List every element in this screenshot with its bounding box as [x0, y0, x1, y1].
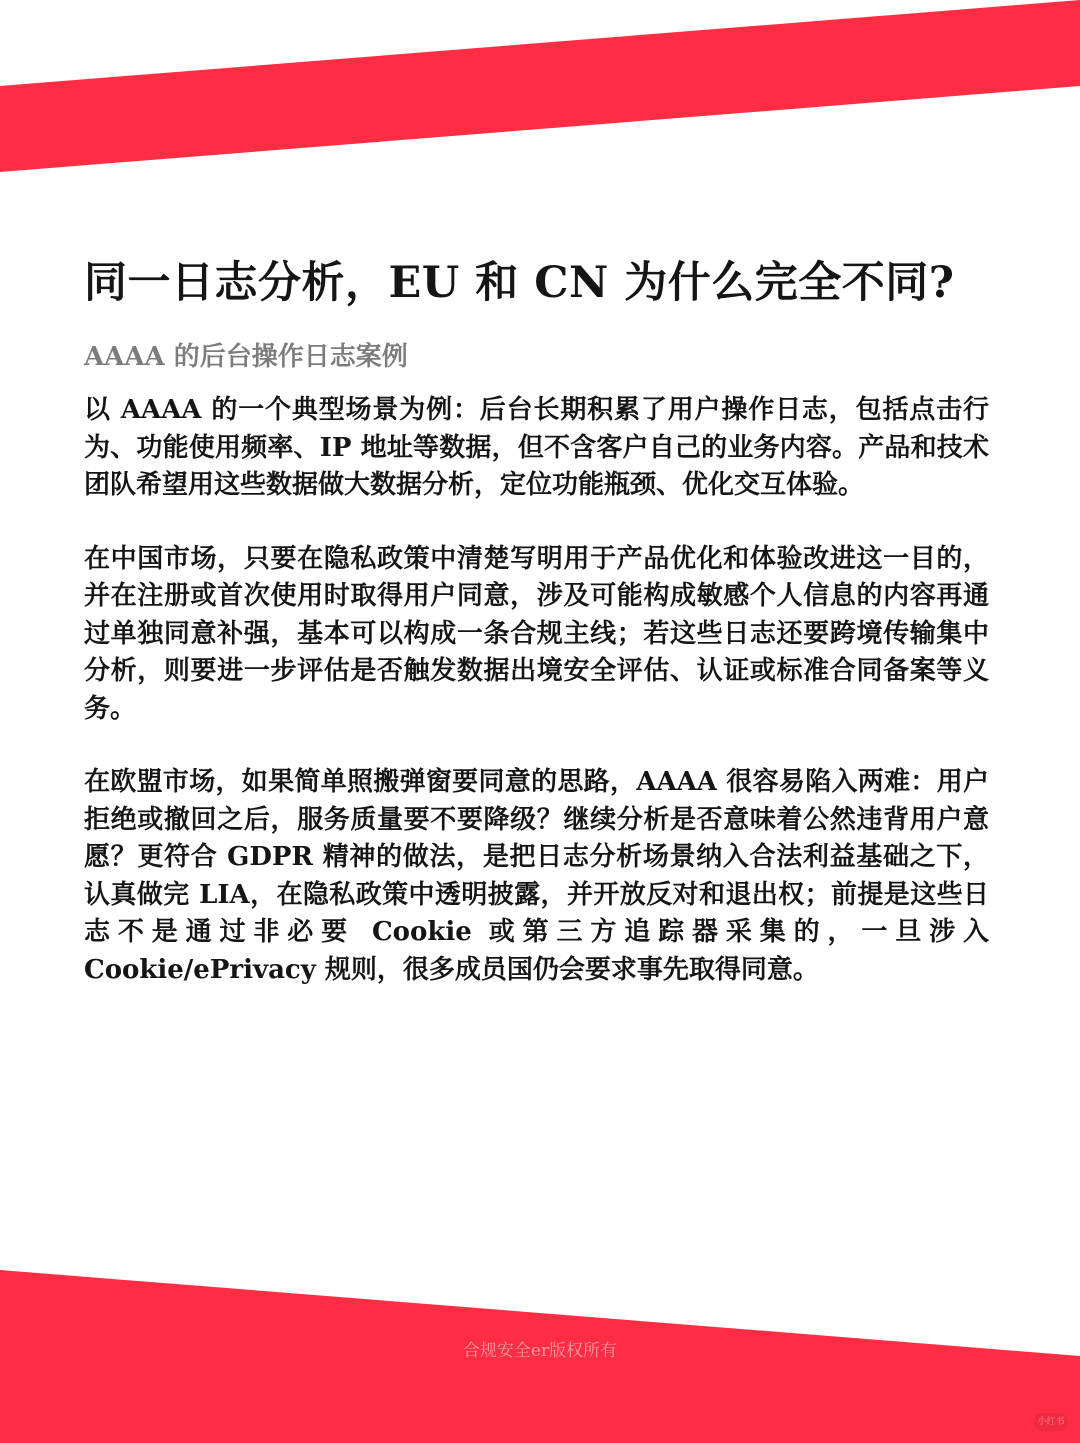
copyright-notice: 合规安全er版权所有 — [462, 1341, 618, 1361]
top-red-band — [0, 0, 1080, 172]
article-title: 同一日志分析，EU 和 CN 为什么完全不同? — [84, 258, 955, 308]
paragraph-eu-market: 在欧盟市场，如果简单照搬弹窗要同意的思路，AAAA 很容易陷入两难：用户拒绝或撤回之后，服务质量要不要降级？继续分析是否意味着公然违背用户意愿？更符合 GDPR 精神的做法，是把日志分析场景纳入合法利益基础之下，认真做完 LIA，在隐私政策中透明披露，并开放反对和退出权；前提是这些日志不是通过非必要 Cookie 或第三方追踪器采集的，一旦涉入 Cookie/ePrivacy 规则，很多成员国仍会要求事先取得同意。 — [84, 767, 989, 985]
article-subtitle: AAAA 的后台操作日志案例 — [84, 342, 408, 372]
paragraph-intro: 以 AAAA 的一个典型场景为例：后台长期积累了用户操作日志，包括点击行为、功能使用频率、IP 地址等数据，但不含客户自己的业务内容。产品和技术团队希望用这些数据做大数据分析，定位功能瓶颈、优化交互体验。 — [84, 395, 990, 500]
article — [84, 252, 989, 989]
platform-watermark-badge: 小红书 — [1034, 1413, 1068, 1431]
paragraph-china-market: 在中国市场，只要在隐私政策中清楚写明用于产品优化和体验改进这一目的，并在注册或首次使用时取得用户同意，涉及可能构成敏感个人信息的内容再通过单独同意补强，基本可以构成一条合规主线；若这些日志还要跨境传输集中分析，则要进一步评估是否触发数据出境安全评估、认证或标准合同备案等义务。 — [84, 543, 989, 724]
